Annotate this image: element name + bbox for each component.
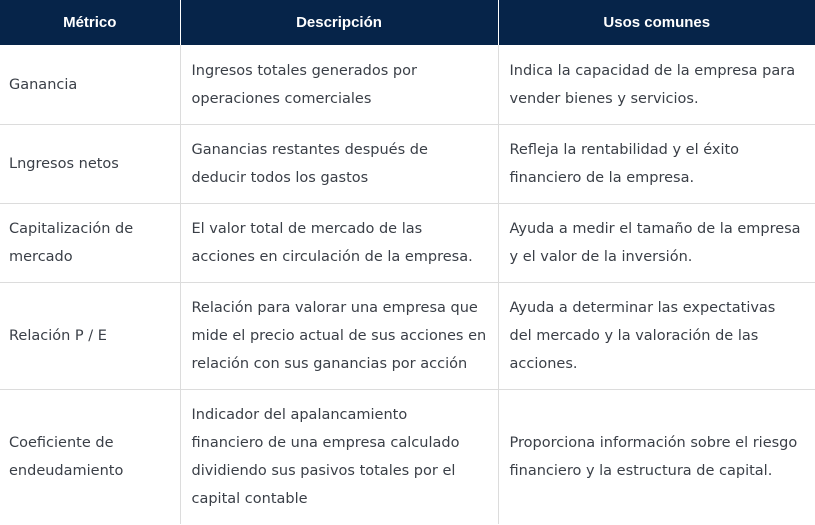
- cell-text-line: El valor total de mercado de las: [191, 221, 423, 237]
- header-metric: Métrico: [63, 14, 117, 31]
- uses-cell: [498, 204, 815, 283]
- cell-text-line: relación con sus ganancias por acción: [191, 356, 468, 372]
- cell-text-line: mide el precio actual de sus acciones en: [191, 328, 487, 344]
- cell-text-line: acciones.: [509, 356, 578, 372]
- cell-text-line: Relación para valorar una empresa que: [191, 300, 478, 316]
- description-cell: [180, 204, 498, 283]
- cell-text-line: capital contable: [191, 491, 308, 507]
- cell-text-line: Indicador del apalancamiento: [191, 407, 408, 423]
- table-row: [0, 283, 815, 390]
- cell-text-line: Capitalización de: [9, 221, 134, 237]
- cell-text-line: Lngresos netos: [9, 156, 119, 172]
- cell-text-line: dividiendo sus pasivos totales por el: [191, 463, 456, 479]
- cell-text-line: endeudamiento: [9, 463, 124, 479]
- cell-text-line: Refleja la rentabilidad y el éxito: [509, 142, 740, 158]
- uses-cell: [498, 283, 815, 390]
- cell-text-line: vender bienes y servicios.: [509, 90, 699, 107]
- uses-cell: [498, 45, 815, 125]
- description-cell: [180, 390, 498, 525]
- cell-text-line: Ayuda a determinar las expectativas: [509, 300, 776, 316]
- cell-text-line: financiero y la estructura de capital.: [509, 463, 773, 479]
- cell-text-line: Indica la capacidad de la empresa para: [509, 62, 796, 79]
- table-row: [0, 390, 815, 525]
- table-row: [0, 45, 815, 125]
- metric-cell: [0, 390, 180, 525]
- metric-cell: [0, 45, 180, 125]
- uses-cell: [498, 390, 815, 525]
- cell-text-line: Ganancias restantes después de: [191, 142, 428, 158]
- metric-cell: [0, 125, 180, 204]
- description-cell: [180, 45, 498, 125]
- cell-text-line: Ganancia: [9, 76, 78, 93]
- cell-text-line: deducir todos los gastos: [191, 170, 369, 186]
- header-common-uses: Usos comunes: [498, 0, 815, 45]
- cell-text-line: Proporciona información sobre el riesgo: [509, 435, 798, 451]
- cell-text-line: Coeficiente de: [9, 435, 114, 451]
- metric-cell: [0, 283, 180, 390]
- description-cell: [180, 125, 498, 204]
- table-header-row: [0, 0, 815, 45]
- cell-text-line: operaciones comerciales: [191, 90, 372, 107]
- table-row: [0, 125, 815, 204]
- metric-cell: [0, 204, 180, 283]
- description-cell: [180, 283, 498, 390]
- cell-text-line: Ayuda a medir el tamaño de la empresa: [509, 221, 801, 237]
- cell-text-line: financiero de una empresa calculado: [191, 435, 460, 451]
- table-row: [0, 204, 815, 283]
- cell-text-line: del mercado y la valoración de las: [509, 328, 759, 344]
- cell-text-line: acciones en circulación de la empresa.: [191, 249, 473, 265]
- uses-cell: [498, 125, 815, 204]
- cell-text-line: mercado: [9, 249, 73, 265]
- cell-text-line: Ingresos totales generados por: [191, 62, 417, 79]
- cell-text-line: y el valor de la inversión.: [509, 249, 693, 265]
- cell-text-line: Relación P / E: [9, 328, 107, 344]
- header-description: Descripción: [180, 0, 498, 45]
- cell-text-line: financiero de la empresa.: [509, 170, 695, 186]
